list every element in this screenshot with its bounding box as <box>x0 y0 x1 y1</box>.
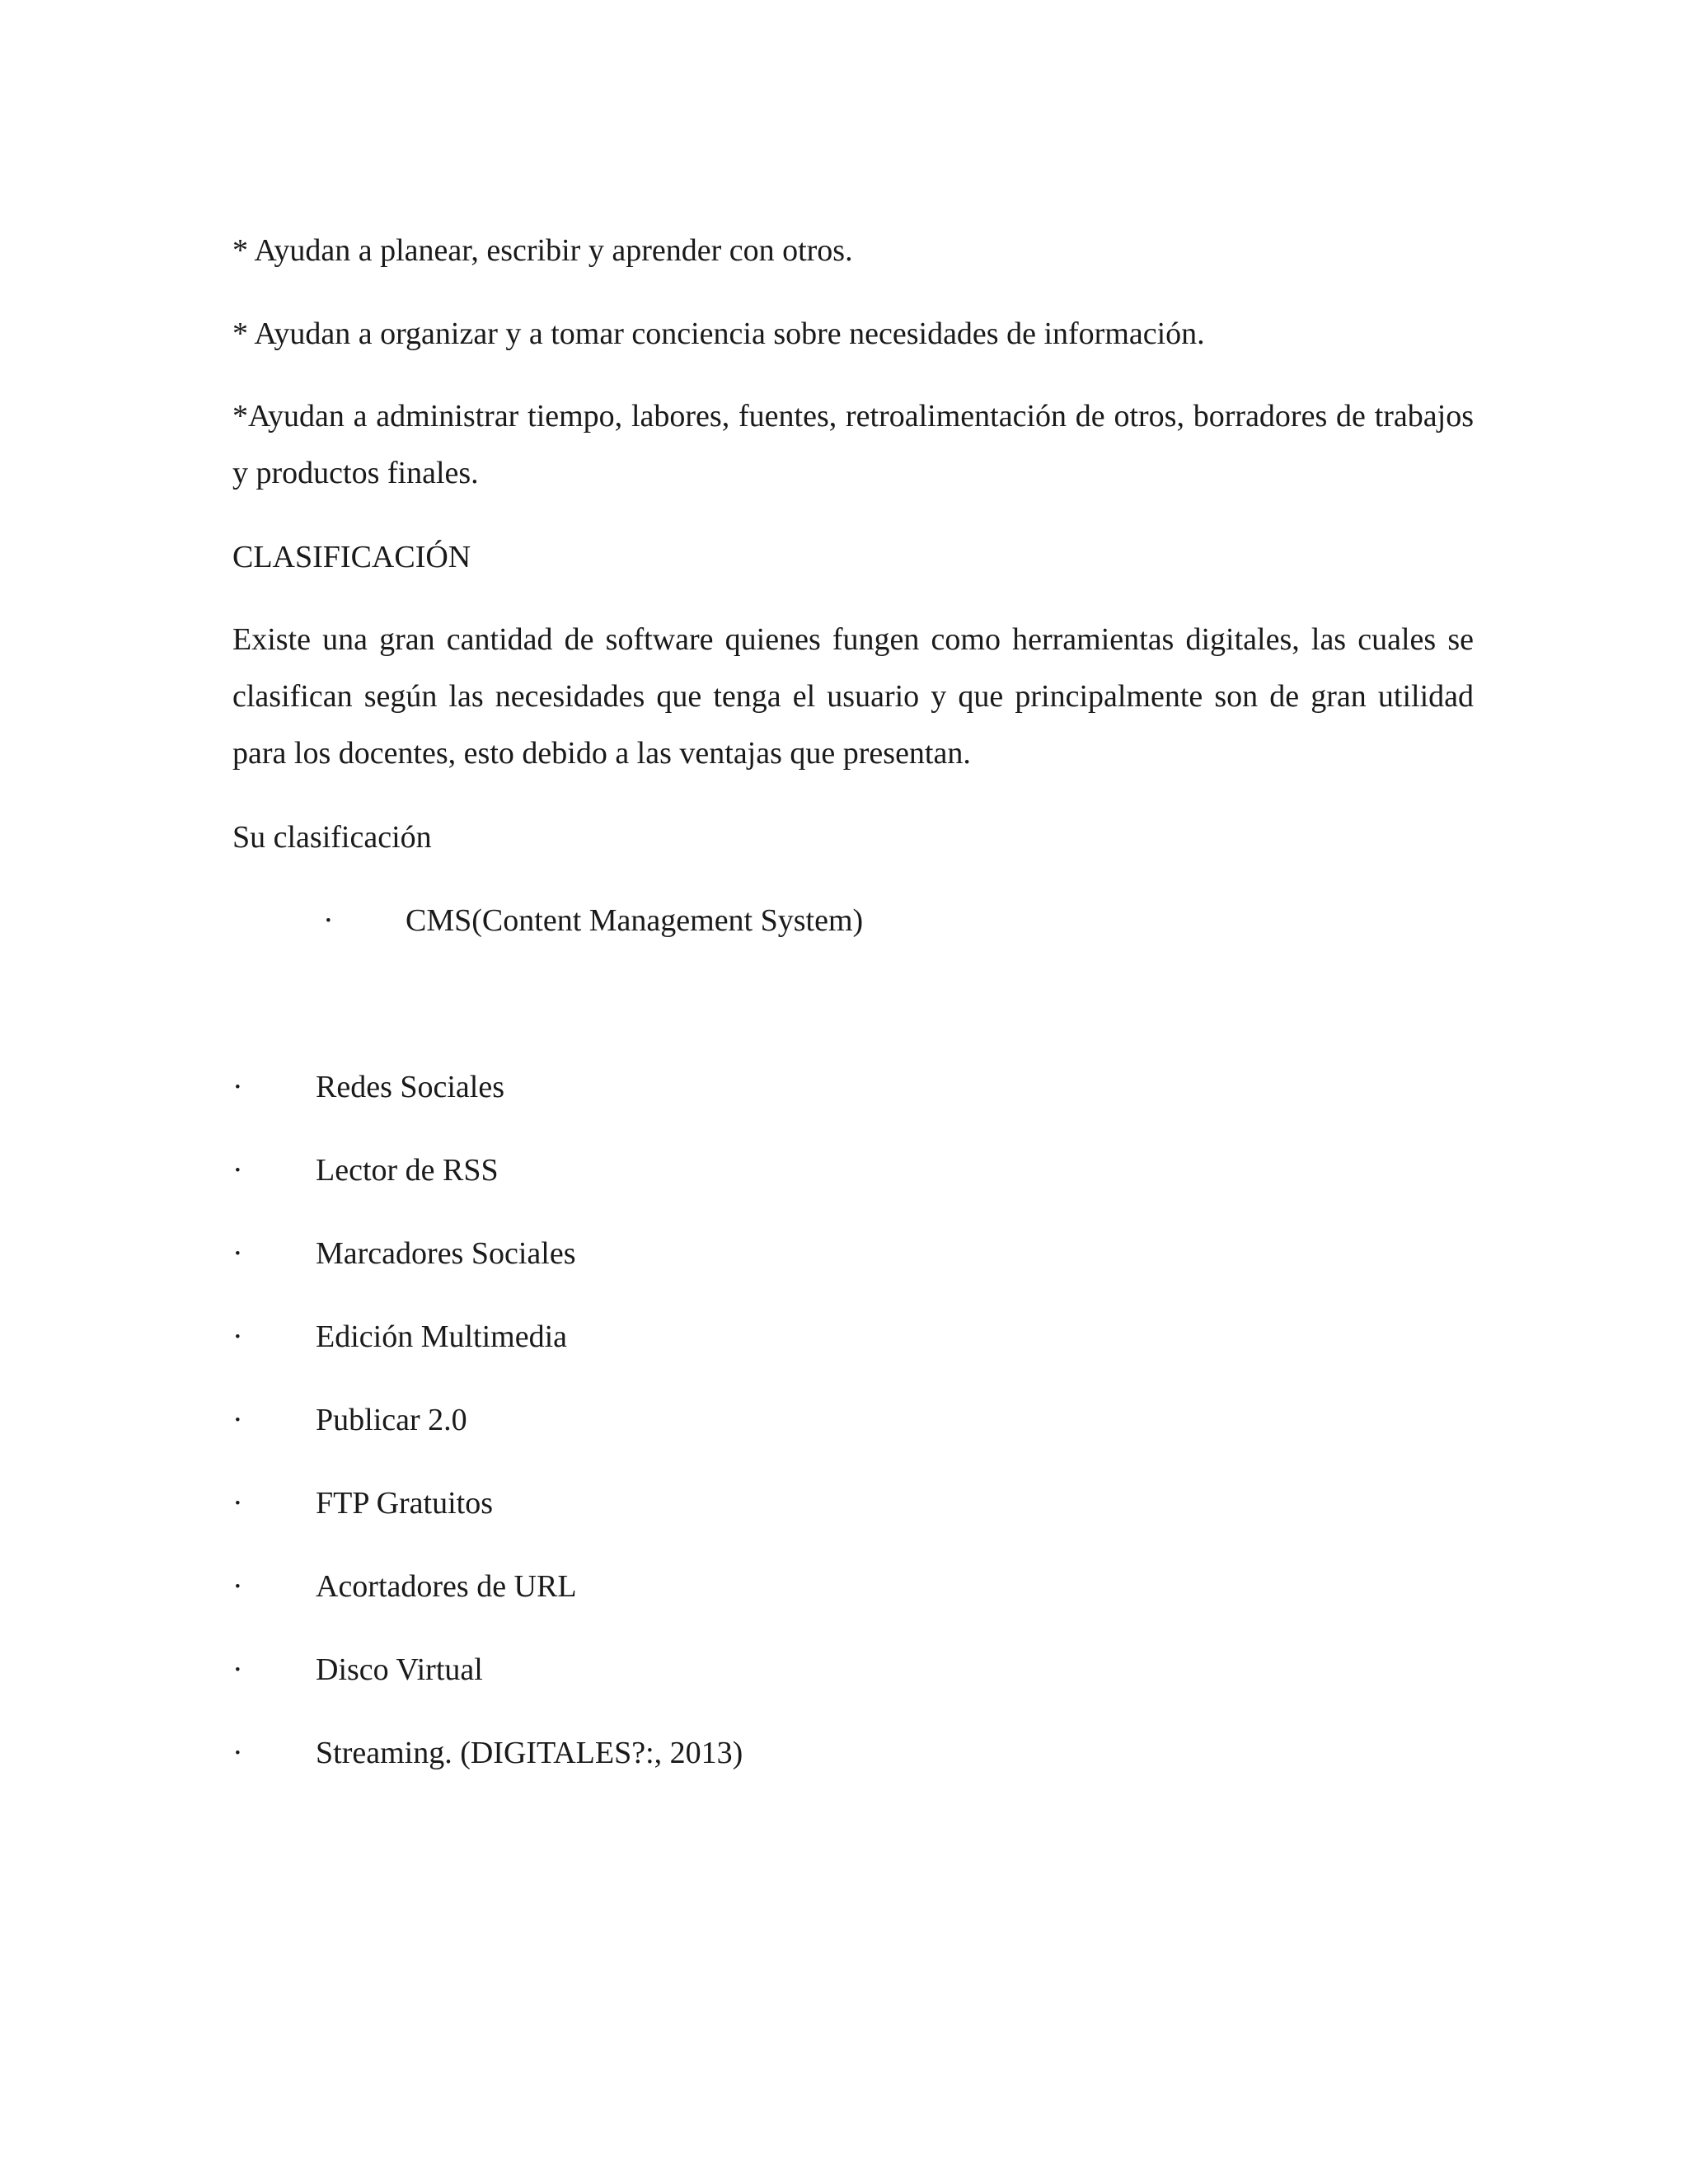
list-item: FTP Gratuitos <box>316 1486 493 1521</box>
benefit-paragraph-3: *Ayudan a administrar tiempo, labores, fuentes, retroalimentación de otros, borradores de trabajos y productos finales. <box>232 399 1474 490</box>
benefit-line-1: * Ayudan a planear, escribir y aprender con otros. <box>232 233 853 268</box>
list-bullet: · <box>232 1319 243 1354</box>
list-title: Su clasificación <box>232 820 432 855</box>
section-heading: CLASIFICACIÓN <box>232 540 471 574</box>
list-item: Edición Multimedia <box>316 1319 568 1354</box>
list-item: Marcadores Sociales <box>316 1236 576 1271</box>
list-bullet: · <box>232 1153 243 1188</box>
list-bullet: · <box>232 1070 243 1104</box>
list-item: Disco Virtual <box>316 1652 483 1687</box>
list-item: Lector de RSS <box>316 1153 499 1188</box>
list-item: Streaming. (DIGITALES?:, 2013) <box>316 1736 743 1770</box>
list-bullet: · <box>232 1236 243 1271</box>
list-item: Acortadores de URL <box>316 1569 577 1604</box>
list-bullet: · <box>323 903 334 938</box>
list-bullet: · <box>232 1569 243 1604</box>
list-item: Redes Sociales <box>316 1070 505 1104</box>
list-bullet: · <box>232 1403 243 1437</box>
benefit-line-2: * Ayudan a organizar y a tomar conciencia sobre necesidades de información. <box>232 316 1205 351</box>
intro-paragraph: Existe una gran cantidad de software quienes fungen como herramientas digitales, las cuales se clasifican según las necesidades que tenga el usuario y que principalmente son de gran utilidad para los docentes, esto debido a las ventajas que presentan. <box>232 622 1474 771</box>
list-bullet: · <box>232 1652 243 1687</box>
list-item: Publicar 2.0 <box>316 1403 467 1437</box>
list-item: CMS(Content Management System) <box>406 903 864 938</box>
list-bullet: · <box>232 1486 243 1521</box>
list-bullet: · <box>232 1736 243 1770</box>
